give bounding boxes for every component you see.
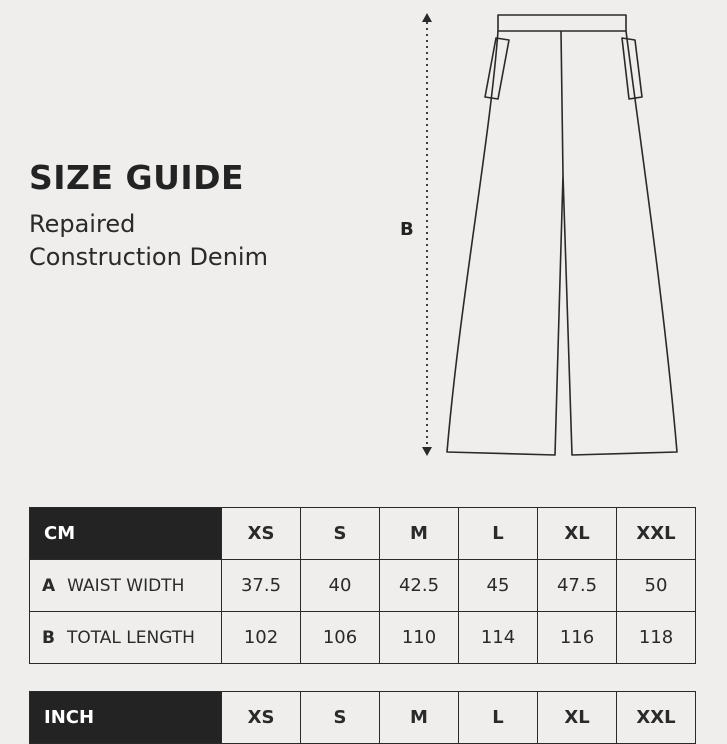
size-header: M <box>380 692 459 744</box>
size-header: S <box>301 508 380 560</box>
row-label <box>30 560 222 612</box>
size-header: XXL <box>617 692 696 744</box>
table-cell: 102 <box>222 612 301 664</box>
measurement-label-b: B <box>400 219 414 240</box>
size-header: XL <box>538 692 617 744</box>
row-label-text: WAIST WIDTH <box>67 575 185 596</box>
table-cell: 37.5 <box>222 560 301 612</box>
table-cell: 42.5 <box>380 560 459 612</box>
table-cell: 118 <box>617 612 696 664</box>
waistband <box>498 15 626 31</box>
table-cell: 47.5 <box>538 560 617 612</box>
table-cell: 116 <box>538 612 617 664</box>
table-cell: 45 <box>459 560 538 612</box>
table-cell: 40 <box>301 560 380 612</box>
fly-line <box>561 31 563 175</box>
pants-diagram <box>380 0 710 470</box>
size-table-inch <box>29 691 696 744</box>
row-label <box>30 612 222 664</box>
unit-header: INCH <box>30 692 222 744</box>
row-letter: B <box>42 627 55 648</box>
unit-header: CM <box>30 508 222 560</box>
product-name <box>29 208 268 274</box>
product-name-line-2: Construction Denim <box>29 243 268 271</box>
size-table-cm <box>29 507 696 664</box>
size-header: M <box>380 508 459 560</box>
table-row <box>30 560 696 612</box>
table-header-row <box>30 508 696 560</box>
length-measure-arrow <box>422 13 432 456</box>
page-title: SIZE GUIDE <box>29 158 245 197</box>
product-name-line-1: Repaired <box>29 210 136 238</box>
size-header: L <box>459 692 538 744</box>
size-header: XXL <box>617 508 696 560</box>
table-cell: 50 <box>617 560 696 612</box>
size-header: XS <box>222 508 301 560</box>
right-pocket <box>622 38 642 99</box>
size-header: S <box>301 692 380 744</box>
size-header: XS <box>222 692 301 744</box>
size-header: L <box>459 508 538 560</box>
table-cell: 110 <box>380 612 459 664</box>
size-header: XL <box>538 508 617 560</box>
row-label-text: TOTAL LENGTH <box>66 627 195 648</box>
table-cell: 106 <box>301 612 380 664</box>
row-letter: A <box>42 575 56 596</box>
table-header-row <box>30 692 696 744</box>
table-row <box>30 612 696 664</box>
table-cell: 114 <box>459 612 538 664</box>
